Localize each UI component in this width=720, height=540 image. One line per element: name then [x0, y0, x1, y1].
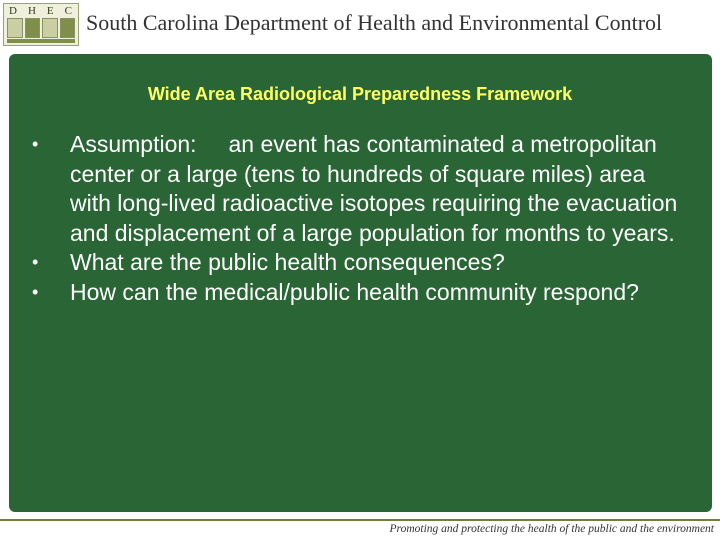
header: [0, 0, 720, 48]
logo-panel: [25, 18, 41, 38]
logo-banner: [7, 39, 75, 43]
bullet-item: [26, 130, 690, 248]
bullet-text: How can the medical/public health community respond?: [70, 278, 639, 305]
bullet-item: [26, 248, 690, 278]
logo-panel: [7, 18, 23, 38]
logo-emblem: [7, 18, 75, 38]
bullet-icon: •: [32, 281, 39, 302]
dhec-logo: [3, 3, 79, 46]
logo-letter: H: [27, 4, 37, 17]
agency-name: South Carolina Department of Health and Environmental Control: [86, 10, 663, 35]
bullet-list: [26, 130, 690, 308]
logo-letter: E: [46, 4, 55, 17]
footer-divider: [0, 519, 720, 521]
logo-panel: [42, 18, 58, 38]
bullet-icon: •: [32, 134, 39, 154]
logo-letters: [4, 4, 78, 17]
footer-tagline: Promoting and protecting the health of the public and the environment: [389, 523, 714, 535]
logo-letter: D: [9, 4, 18, 17]
slide-title: Wide Area Radiological Preparedness Framework: [147, 84, 573, 104]
bullet-item: [26, 278, 690, 308]
bullet-text: What are the public health consequences?: [70, 249, 505, 276]
bullet-icon: •: [32, 252, 39, 273]
logo-letter: C: [64, 4, 73, 17]
logo-panel: [60, 18, 76, 38]
bullet-text: Assumption: an event has contaminated a metropolitan center or a large (tens to hundreds of square miles) area with long-lived radioactive isotopes requiring the evacuation and displacement of a large population for months to years.: [70, 131, 684, 246]
